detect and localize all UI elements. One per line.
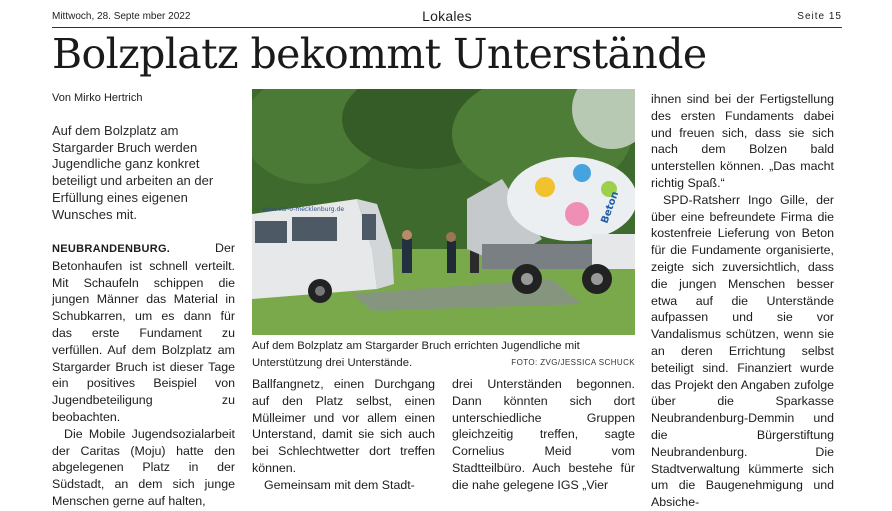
body-column-1 xyxy=(52,240,235,510)
body-paragraph: SPD-Ratsherr Ingo Gille, der über eine befreundete Firma die kostenfreie Lieferung von Beton für die Fundamente organisierte, zeigte sich zuversichtlich, dass die jungen Menschen besser etwa auf die Unterstände aufpassen und sie vor Vandalismus schützen, wenn sie an deren Errichtung selbst beteiligt sind. Finanziert wurde das Projekt den Angaben zufolge über die Sparkasse Neubrandenburg-Demmin und die Bürgerstiftung Neubrandenburg. Die Stadtverwaltung kümmerte sich um die Baugenehmigung und Absiche- xyxy=(651,192,834,510)
page-number: Seite 15 xyxy=(797,11,842,22)
body-column-4 xyxy=(651,91,834,511)
mixer-lettering: Beton xyxy=(599,190,622,226)
body-paragraph xyxy=(52,240,235,426)
van xyxy=(252,199,394,303)
byline: Von Mirko Hertrich xyxy=(52,92,143,104)
masthead xyxy=(52,8,842,26)
section-title: Lokales xyxy=(422,8,472,24)
body-paragraph: Die Mobile Jugendsozialarbeit der Caritas (Moju) hatte den abgelegenen Platz in der Südstadt, an dem sich junge Menschen gerne auf halten, xyxy=(52,426,235,508)
van-lettering: www.car-o-mecklenburg.de xyxy=(262,206,345,213)
body-paragraph: ihnen sind bei der Fertigstellung des ersten Fundaments dabei und freuen sich, dass sie sich nach dem Bolzen bald unterstellen können. „Das macht richtig Spaß.“ xyxy=(651,92,834,190)
body-paragraph: drei Unterständen begonnen. Dann könnten sich dort unterschiedliche Gruppen gleichzeitig treffen, sagte Cornelius Meid vom Stadtteilbüro. Auch bestehe für die nahe gelegene IGS „Vier xyxy=(452,377,635,492)
body-column-2 xyxy=(252,376,435,494)
headline: Bolzplatz bekommt Unterstände xyxy=(52,30,707,78)
photo-credit: FOTO: ZVG/JESSICA SCHUCK xyxy=(511,358,635,367)
photo-illustration xyxy=(252,89,635,335)
article-photo xyxy=(252,89,635,335)
body-paragraph: Ballfangnetz, einen Durchgang auf den Platz selbst, einen Mülleimer und vor allem einen Unterstand, damit sie sich auch bei Schlechtwetter dort treffen können. xyxy=(252,377,435,475)
photo-caption: Auf dem Bolzplatz am Stargarder Bruch errichten Jugendliche mit Unterstützung drei Unterstände. xyxy=(252,340,580,369)
lead-paragraph xyxy=(52,123,242,223)
body-column-3 xyxy=(452,376,635,494)
header-rule xyxy=(52,27,842,28)
lead-text: Auf dem Bolzplatz am Stargarder Bruch werden Jugendliche ganz konkret beteiligt und arbeiten an der Erfüllung eines eigenen Wunsches mit. xyxy=(52,123,214,222)
issue-date: Mittwoch, 28. Septe mber 2022 xyxy=(52,11,191,22)
dateline: NEUBRANDENBURG. xyxy=(52,243,171,255)
body-paragraph: Gemeinsam mit dem Stadt- xyxy=(264,477,415,492)
paragraph-text: Der Betonhaufen ist schnell verteilt. Mit Schaufeln schippen die jungen Männer das Material in Schubkarren, um es dann für das erste Fundament zu verfüllen. Auf dem Bolzplatz am Stargarder Bruch ist dieser Tage ein positives Beispiel von Jugendbeteiligung zu beobachten. xyxy=(52,241,235,424)
